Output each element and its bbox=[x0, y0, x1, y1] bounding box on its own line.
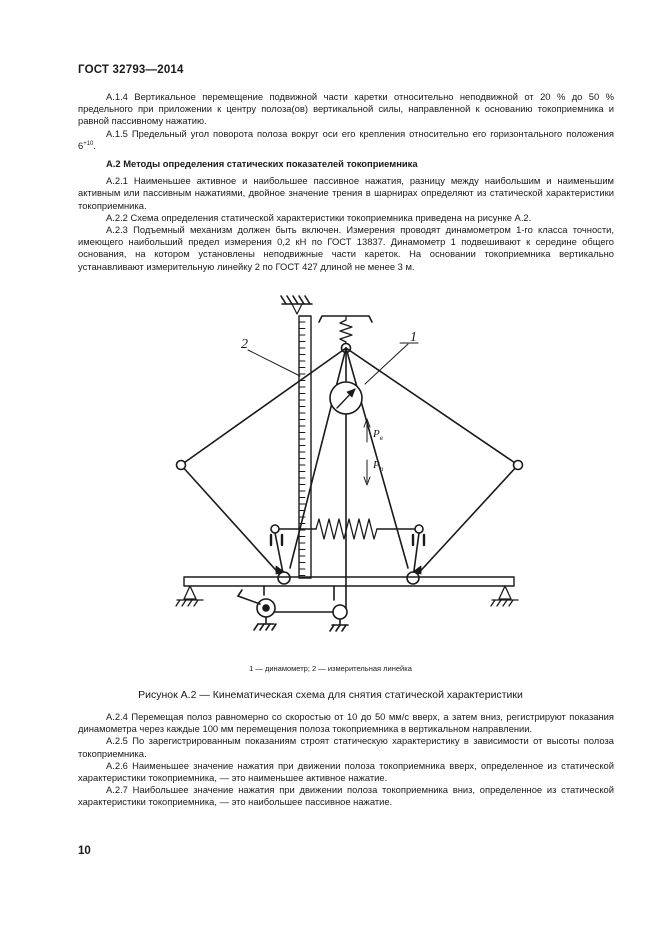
paragraph-a1-5 bbox=[78, 128, 614, 152]
kinematic-diagram bbox=[160, 280, 540, 660]
page-header: ГОСТ 32793—2014 bbox=[78, 64, 184, 76]
page-number: 10 bbox=[78, 845, 91, 857]
paragraph-a1-5-text: А.1.5 Предельный угол поворота полоза вокруг оси его крепления относительно его горизонтального положения 6 bbox=[78, 127, 614, 151]
label-ruler-number: 2 bbox=[241, 337, 248, 352]
label-dynamometer-number: 1 bbox=[410, 330, 417, 345]
label-force-down bbox=[372, 459, 384, 473]
force-up-letter: P bbox=[373, 428, 380, 440]
dynamometer-suspension bbox=[319, 316, 372, 345]
section-heading-a2: А.2 Методы определения статических показателей токоприемника bbox=[106, 158, 418, 170]
measuring-ruler bbox=[299, 316, 311, 578]
paragraph-a1-4: А.1.4 Вертикальное перемещение подвижной части каретки относительно неподвижной от 20 % до 50 % предельного при приложении к центру полоза(ов) вертикальной силы, направленной к основанию токоприемника и равной пассивному нажатию. bbox=[78, 91, 614, 127]
angle-tolerance: +10 bbox=[83, 140, 94, 147]
text-block-bottom bbox=[78, 711, 614, 809]
force-down-subscript: п bbox=[379, 465, 384, 473]
force-up-subscript: в bbox=[379, 434, 383, 442]
winch-pulley bbox=[238, 590, 276, 630]
base-frame bbox=[184, 577, 514, 600]
paragraph-a2-7: А.2.7 Наибольшее значение нажатия при движении полоза токоприемника вниз, определенное из статической характеристики токоприемника, — это наибольшее пассивное нажатие. bbox=[78, 784, 614, 808]
paragraph-a2-2: А.2.2 Схема определения статической характеристики токоприемника приведена на рисунке А.2. bbox=[106, 211, 532, 223]
right-base-support bbox=[491, 586, 518, 606]
left-knee-hinge bbox=[177, 461, 186, 470]
paragraph-a2-6: А.2.6 Наименьшее значение нажатия при движении полоза токоприемника вверх, определенное из статической характеристики токоприемника, — это наименьшее активное нажатие. bbox=[78, 759, 614, 784]
paragraph-a2-4: А.2.4 Перемещая полоз равномерно со скоростью от 10 до 50 мм/с вверх, а затем вниз, регистрируют показания динамометра через каждые 100 мм перемещения полоза токоприемника в вертикальном направлении. bbox=[78, 711, 614, 735]
left-base-support bbox=[176, 586, 203, 606]
lower-pulley bbox=[275, 605, 348, 631]
dynamometer-leader-line bbox=[365, 344, 408, 384]
label-force-up bbox=[372, 428, 383, 442]
dynamometer bbox=[330, 352, 362, 612]
paragraph-a1-5-end: . bbox=[93, 139, 97, 151]
left-base-hinge bbox=[278, 572, 290, 584]
right-knee-hinge bbox=[514, 461, 523, 470]
paragraph-a2-1: А.2.1 Наименьшее активное и наибольшее пассивное нажатия, разницу между наибольшим и наименьшим активным или пассивным нажатиями, двойное значение трения в шарнирах определяют из статической характеристики токоприемника. bbox=[78, 175, 614, 211]
top-fixed-support bbox=[281, 296, 312, 314]
text-block-top bbox=[78, 91, 614, 273]
force-down-letter: P bbox=[373, 459, 380, 471]
paragraph-a2-3: А.2.3 Подъемный механизм должен быть включен. Измерения проводят динамометром 1-го класса точности, имеющего наибольший предел измерения 0,2 кН по ГОСТ 13837. Динамометр 1 подвешивают к середине общего основания, на котором установлены неподвижные части кареток. На основании токоприемника вертикально устанавливают измерительную линейку 2 по ГОСТ 427 длиной не менее 3 м. bbox=[78, 224, 614, 272]
paragraph-a2-5: А.2.5 По зарегистрированным показаниям строят статическую характеристику в зависимости от высоты полоза токоприемника. bbox=[78, 735, 614, 759]
figure-legend: 1 — динамометр; 2 — измерительная линейка bbox=[249, 664, 412, 673]
ruler-leader-line bbox=[248, 350, 300, 376]
figure-caption: Рисунок А.2 — Кинематическая схема для снятия статической характеристики bbox=[138, 689, 523, 701]
spring-mechanism bbox=[271, 519, 424, 578]
right-base-hinge bbox=[407, 572, 419, 584]
